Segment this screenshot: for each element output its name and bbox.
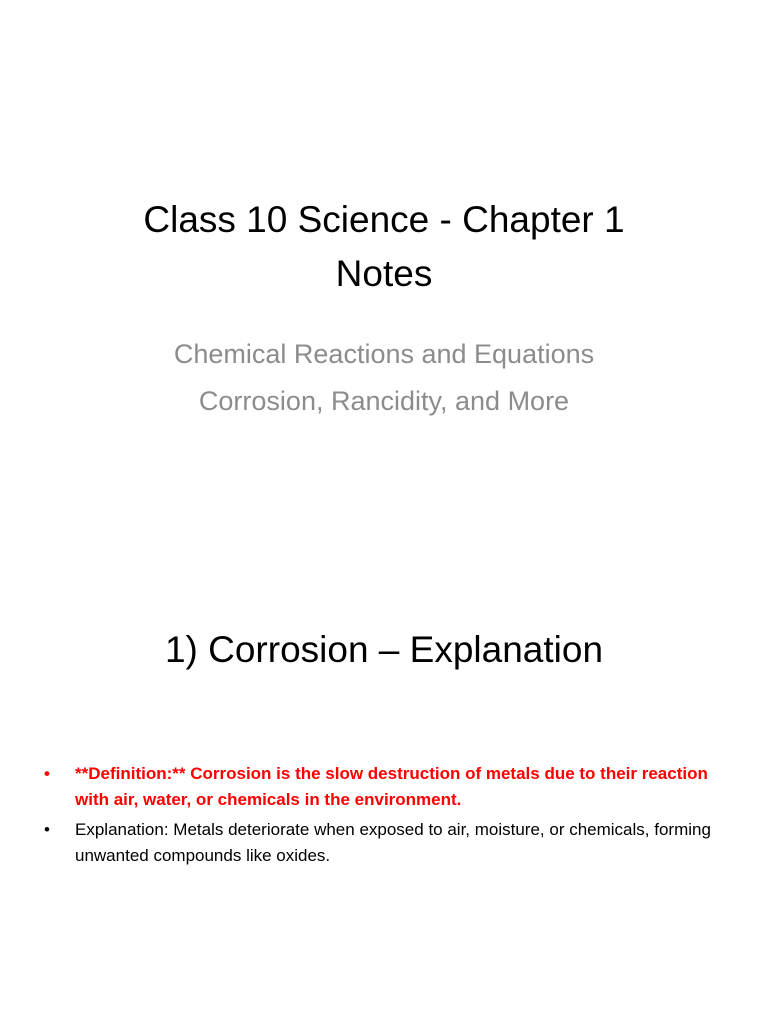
bullet-text: **Definition:** Corrosion is the slow destruction of metals due to their reaction with air, water, or chemicals in the environment. [75, 764, 708, 809]
bullet-marker: • [44, 764, 50, 783]
slide-subtitle-line-1: Chemical Reactions and Equations [173, 339, 595, 369]
slide-title-line-1: Class 10 Science - Chapter 1 [143, 199, 625, 240]
slide-subtitle [60, 331, 708, 425]
slide-title-line-2: Notes [335, 253, 433, 294]
bullet-item-definition [40, 761, 730, 813]
slide-subtitle-line-2: Corrosion, Rancidity, and More [198, 386, 570, 416]
bullet-text: Explanation: Metals deteriorate when exposed to air, moisture, or chemicals, forming unwanted compounds like oxides. [75, 820, 711, 865]
slide-title [60, 193, 708, 301]
bullet-list [40, 761, 730, 873]
bullet-marker: • [44, 820, 50, 839]
slide-heading: 1) Corrosion – Explanation [164, 629, 604, 670]
bullet-item-explanation [40, 817, 730, 869]
content-slide [0, 576, 768, 1024]
